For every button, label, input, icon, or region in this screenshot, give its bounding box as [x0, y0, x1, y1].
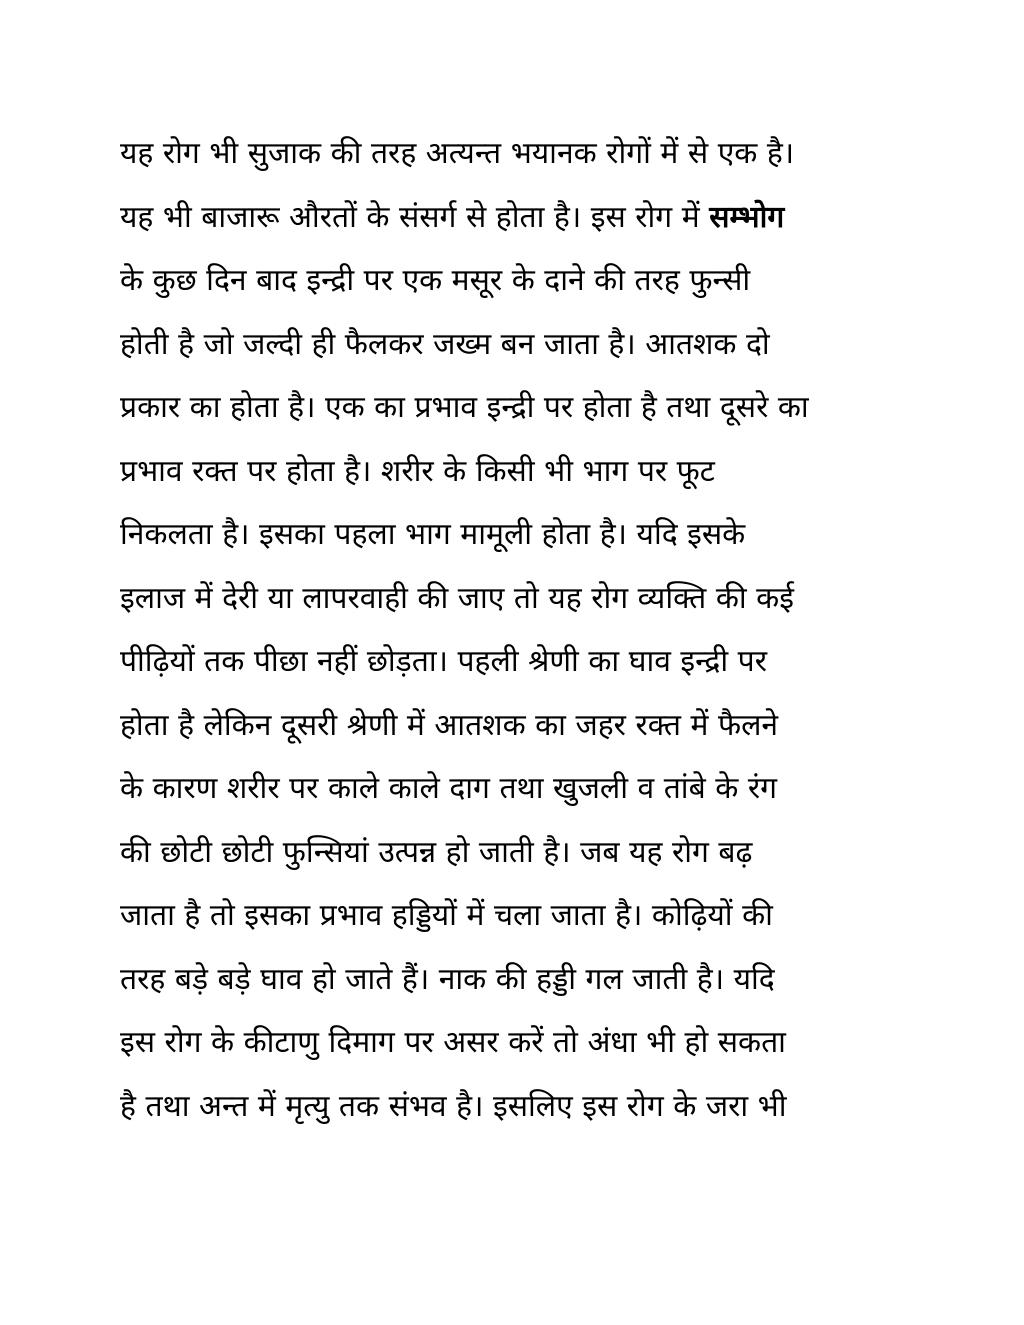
- text-line-16: है तथा अन्त में मृत्यु तक संभव है। इसलिए इस रोग के जरा भी: [120, 1088, 787, 1124]
- text-line-4: होती है जो जल्दी ही फैलकर जख्म बन जाता है। आतशक दो: [120, 326, 770, 362]
- text-line-2-plain: यह भी बाजारू औरतों के संसर्ग से होता है। इस रोग में: [120, 199, 710, 235]
- text-line-10: होता है लेकिन दूसरी श्रेणी में आतशक का जहर रक्त में फैलने: [120, 707, 779, 743]
- text-line-5: प्रकार का होता है। एक का प्रभाव इन्द्री पर होता है तथा दूसरे का: [120, 390, 809, 425]
- bold-term: सम्भोग: [709, 199, 785, 235]
- text-line-9: पीढ़ियों तक पीछा नहीं छोड़ता। पहली श्रेणी का घाव इन्द्री पर: [120, 644, 767, 679]
- text-line-2: [120, 186, 902, 250]
- text-line-11: के कारण शरीर पर काले काले दाग तथा खुजली व तांबे के रंग: [120, 771, 777, 806]
- text-line-15: इस रोग के कीटाणु दिमाग पर असर करें तो अंधा भी हो सकता: [120, 1025, 786, 1060]
- text-line-7: निकलता है। इसका पहला भाग मामूली होता है। यदि इसके: [120, 517, 746, 552]
- text-line-14: तरह बड़े बड़े घाव हो जाते हैं। नाक की हड्डी गल जाती है। यदि: [120, 961, 775, 997]
- text-line-6: प्रभाव रक्त पर होता है। शरीर के किसी भी भाग पर फूट: [120, 453, 715, 489]
- text-line-8: इलाज में देरी या लापरवाही की जाए तो यह रोग व्यक्ति की कई: [120, 580, 794, 616]
- text-line-13: जाता है तो इसका प्रभाव हड्डियों में चला जाता है। कोढ़ियों की: [120, 898, 773, 933]
- body-paragraph: [120, 122, 902, 1138]
- text-line-1: यह रोग भी सुजाक की तरह अत्यन्त भयानक रोगों में से एक है।: [120, 136, 795, 171]
- text-line-3: के कुछ दिन बाद इन्द्री पर एक मसूर के दाने की तरह फुन्सी: [120, 263, 751, 298]
- text-line-12: की छोटी छोटी फुन्सियां उत्पन्न हो जाती है। जब यह रोग बढ़: [120, 834, 753, 870]
